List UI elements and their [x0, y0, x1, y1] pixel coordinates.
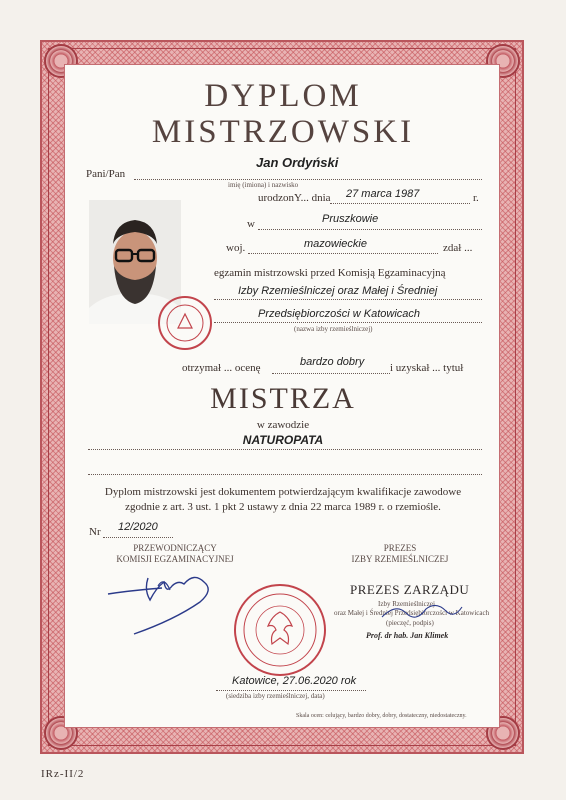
- title-line-1: DYPLOM: [204, 78, 362, 114]
- voivodeship-value: mazowieckie: [304, 238, 367, 250]
- profession-line: [88, 449, 482, 450]
- chamber-caption: (nazwa izby rzemieślniczej): [294, 325, 373, 333]
- otrzymal-label: otrzymał ... ocenę: [182, 362, 261, 374]
- zdal-label: zdał ...: [443, 242, 473, 254]
- exam-text: egzamin mistrzowski przed Komisją Egzaminacyjną: [214, 267, 446, 279]
- stamp-heading: PREZES ZARZĄDU: [350, 582, 470, 597]
- grade-line: [272, 373, 390, 374]
- woj-label: woj.: [226, 242, 246, 254]
- place-date-caption: (siedziba izby rzemieślniczej, data): [226, 692, 325, 700]
- number-value: 12/2020: [118, 521, 158, 533]
- stamp-caption: (pieczęć, podpis): [386, 619, 434, 627]
- birth-place-value: Pruszkowie: [322, 213, 379, 225]
- form-code: IRz-II/2: [41, 768, 85, 780]
- stamp-line-2: oraz Małej i Średniej Przedsiębiorczości w Katowicach: [334, 609, 490, 617]
- left-signatory-title-1: PRZEWODNICZĄCY: [133, 543, 217, 553]
- name-caption: imię (imiona) i nazwisko: [228, 181, 299, 189]
- birth-date-value: 27 marca 1987: [346, 188, 420, 200]
- grade-value: bardzo dobry: [300, 356, 365, 368]
- r-label: r.: [473, 192, 479, 204]
- legal-line-2: zgodnie z art. 3 ust. 1 pkt 2 ustawy z dnia 22 marca 1989 r. o rzemiośle.: [125, 501, 441, 513]
- number-label: Nr: [89, 526, 101, 538]
- number-line: [103, 537, 173, 538]
- degree-title: MISTRZA: [210, 382, 356, 415]
- place-date-line: [216, 690, 366, 691]
- w-zawodzie-label: w zawodzie: [256, 419, 310, 431]
- right-signatory-title-2: IZBY RZEMIEŚLNICZEJ: [351, 554, 449, 564]
- official-seal: [234, 584, 326, 676]
- left-signatory-title-2: KOMISJI EGZAMINACYJNEJ: [116, 554, 234, 564]
- name-value: Jan Ordyński: [256, 155, 339, 170]
- birth-date-line: [330, 203, 470, 204]
- pani-pan-label: Pani/Pan: [86, 168, 126, 180]
- voivodeship-line: [248, 253, 438, 254]
- name-line: [134, 179, 482, 180]
- chairman-signature: [104, 560, 254, 640]
- profession-value: NATUROPATA: [242, 433, 324, 447]
- chamber-line-1-rule: [214, 299, 482, 300]
- place-date-value: Katowice, 27.06.2020 rok: [232, 675, 357, 687]
- legal-line-1: Dyplom mistrzowski jest dokumentem potwierdzającym kwalifikacje zawodowe: [104, 486, 462, 498]
- uzyskal-label: i uzyskał ... tytuł: [390, 362, 464, 374]
- profession-extra-line: [88, 474, 482, 475]
- right-signatory-title-1: PREZES: [383, 543, 417, 553]
- chamber-name-line-1: Izby Rzemieślniczej oraz Małej i Średniej: [238, 285, 438, 297]
- stamp-line-1: Izby Rzemieślniczej: [378, 600, 435, 608]
- grading-scale-note: Skala ocen: celujący, bardzo dobry, dobry, dostateczny, niedostateczny.: [296, 713, 467, 719]
- photo-stamp: [158, 296, 212, 350]
- title-line-2: MISTRZOWSKI: [151, 114, 415, 150]
- chamber-name-line-2: Przedsiębiorczości w Katowicach: [258, 308, 421, 320]
- urodzony-label: urodzonY... dnia: [258, 192, 331, 204]
- w-label: w: [247, 218, 255, 230]
- stamp-name: Prof. dr hab. Jan Klimek: [366, 631, 449, 640]
- birth-place-line: [258, 229, 482, 230]
- chamber-line-2-rule: [214, 322, 482, 323]
